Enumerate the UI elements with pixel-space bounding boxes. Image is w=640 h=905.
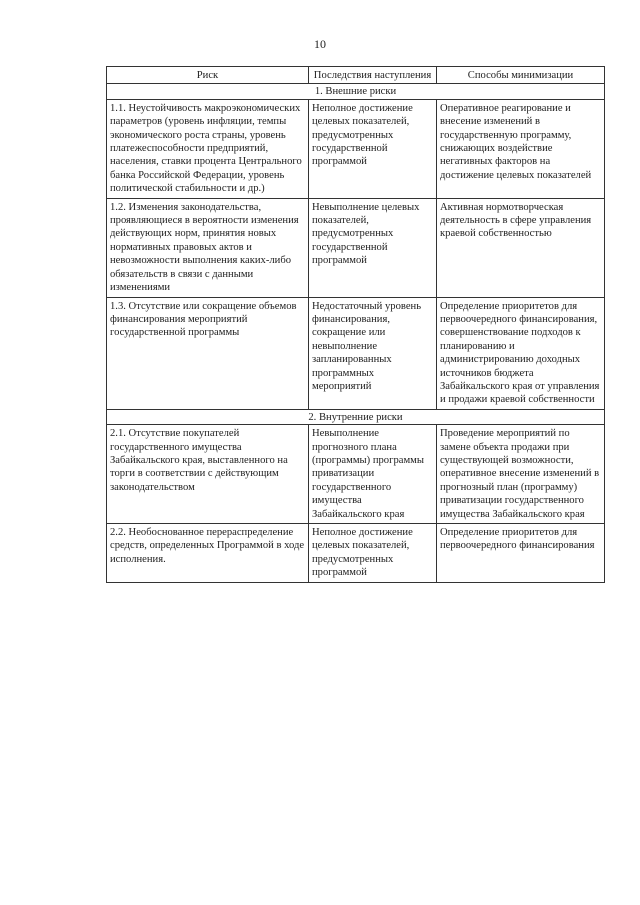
section-title: 2. Внутренние риски <box>107 409 605 424</box>
header-mitigation: Способы минимизации <box>437 67 605 84</box>
risk-cell: 1.1. Неустойчивость макроэкономических параметров (уровень инфляции, темпы экономического роста страны, уровень платежеспособности предприятий, населения, ставки процента Центрального банка Российской Федерации, уровень политической стабильности и др.) <box>107 99 309 198</box>
table-header-row <box>107 67 605 84</box>
risk-cell: 1.3. Отсутствие или сокращение объемов финансирования мероприятий государственной программы <box>107 297 309 409</box>
table-row <box>107 524 605 583</box>
mitigation-cell: Проведение мероприятий по замене объекта продажи при существующей возможности, оперативное внесение изменений в прогнозный план (программу) приватизации государственного имущества Забайкальского края <box>437 425 605 524</box>
section-row-internal <box>107 409 605 424</box>
page-number: 10 <box>314 37 326 51</box>
mitigation-cell: Оперативное реагирование и внесение изменений в государственную программу, снижающих воздействие негативных факторов на достижение целевых показателей <box>437 99 605 198</box>
header-consequence: Последствия наступления <box>309 67 437 84</box>
mitigation-cell: Определение приоритетов для первоочередного финансирования <box>437 524 605 583</box>
table-row <box>107 99 605 198</box>
header-risk: Риск <box>107 67 309 84</box>
table-row <box>107 297 605 409</box>
risk-cell: 2.1. Отсутствие покупателей государственного имущества Забайкальского края, выставленного на торги в соответствии с действующим законодательством <box>107 425 309 524</box>
table-row <box>107 198 605 297</box>
consequence-cell: Неполное достижение целевых показателей, предусмотренных программой <box>309 524 437 583</box>
consequence-cell: Невыполнение целевых показателей, предусмотренных государственной программой <box>309 198 437 297</box>
section-row-external <box>107 84 605 99</box>
consequence-cell: Неполное достижение целевых показателей, предусмотренных государственной программой <box>309 99 437 198</box>
risk-cell: 1.2. Изменения законодательства, проявляющиеся в вероятности изменения действующих норм, принятия новых нормативных правовых актов и невозможности выполнения каких-либо обязательств в связи с данными изменениями <box>107 198 309 297</box>
consequence-cell: Недостаточный уровень финансирования, сокращение или невыполнение запланированных программных мероприятий <box>309 297 437 409</box>
section-title: 1. Внешние риски <box>107 84 605 99</box>
risk-table <box>106 66 605 583</box>
mitigation-cell: Активная нормотворческая деятельность в сфере управления краевой собственностью <box>437 198 605 297</box>
consequence-cell: Невыполнение прогнозного плана (программы) программы приватизации государственного имущества Забайкальского края <box>309 425 437 524</box>
mitigation-cell: Определение приоритетов для первоочередного финансирования, совершенствование подходов к планированию и администрированию доходных источников бюджета Забайкальского края от управления и продажи краевой собственности <box>437 297 605 409</box>
risk-cell: 2.2. Необоснованное перераспределение средств, определенных Программой в ходе исполнения. <box>107 524 309 583</box>
table-row <box>107 425 605 524</box>
